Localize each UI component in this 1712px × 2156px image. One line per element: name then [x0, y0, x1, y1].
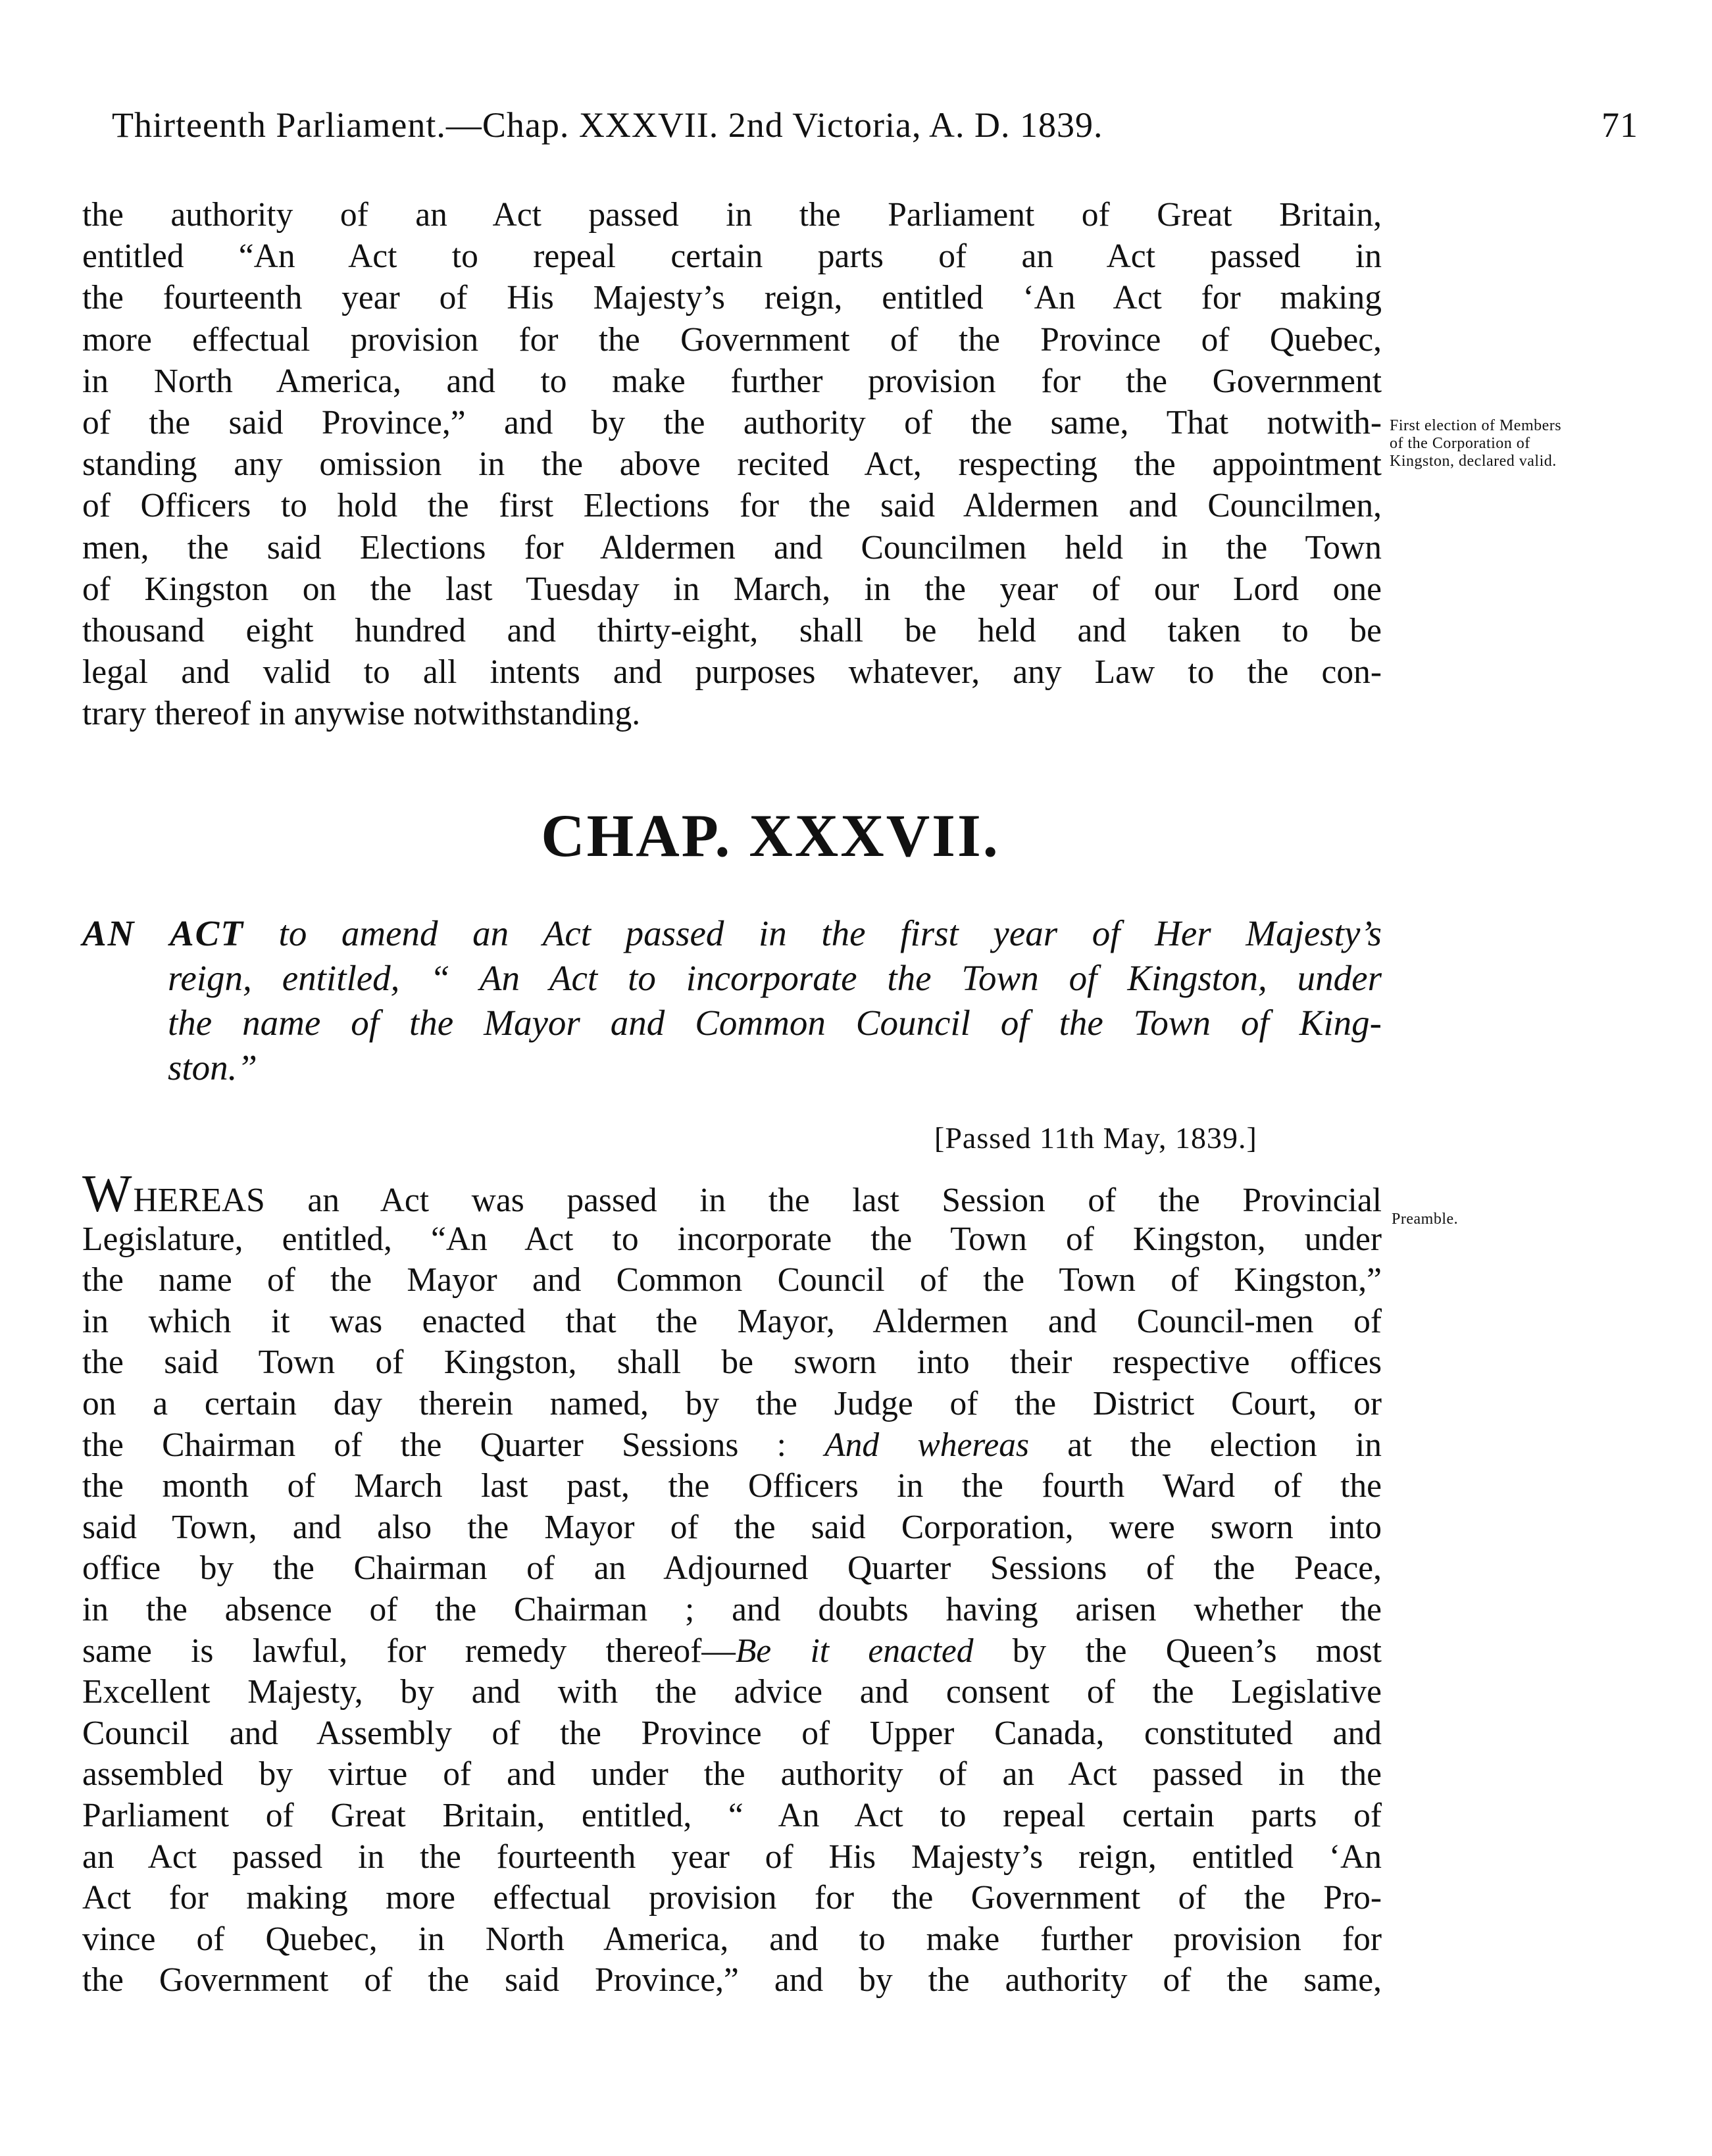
line-text: by the Queen’s most [1012, 1632, 1382, 1670]
text-line: more effectual provision for the Government of the Province of Quebec, [82, 320, 1382, 359]
act-title-line: ston.” [168, 1047, 258, 1088]
text-line: an Act passed in the fourteenth year of His Majesty’s reign, entitled ‘An [82, 1838, 1382, 1876]
text-line [82, 1165, 1382, 1223]
text-line: in the absence of the Chairman ; and doubts having arisen whether the [82, 1590, 1382, 1628]
act-title-lead: AN ACT [82, 913, 244, 953]
page-number: 71 [1601, 105, 1638, 145]
preamble-text [82, 1165, 1382, 2001]
text-line: standing any omission in the above recited Act, respecting the appointment [82, 445, 1382, 484]
text-line: of Officers to hold the first Elections for the said Aldermen and Councilmen, [82, 487, 1382, 525]
act-title-text: to amend an Act passed in the first year of Her Majesty’s [278, 913, 1382, 953]
text-line: legal and valid to all intents and purposes whatever, any Law to the con- [82, 653, 1382, 691]
text-line: the fourteenth year of His Majesty’s reign, entitled ‘An Act for making [82, 279, 1382, 317]
text-line: trary thereof in anywise notwithstanding. [82, 695, 641, 733]
margin-note-line: First election of Members [1390, 417, 1562, 434]
text-line: on a certain day therein named, by the Judge of the District Court, or [82, 1384, 1382, 1422]
first-word-rest: HEREAS [133, 1182, 265, 1219]
line-text: at the election in [1067, 1426, 1382, 1464]
chapter-heading-text: CHAP. XXXVII. [541, 802, 1000, 869]
text-line: Excellent Majesty, by and with the advice and consent of the Legislative [82, 1673, 1382, 1711]
running-title: Thirteenth Parliament.—Chap. XXXVII. 2nd Victoria, A. D. 1839. [112, 105, 1103, 145]
text-line: Council and Assembly of the Province of Upper Canada, constituted and [82, 1714, 1382, 1752]
act-title-line: the name of the Mayor and Common Council of the Town of King- [168, 1003, 1382, 1043]
line-text: an Act was passed in the last Session of the Provincial [307, 1182, 1382, 1219]
text-line: the said Town of Kingston, shall be sworn into their respective offices [82, 1343, 1382, 1382]
text-line [82, 1631, 1382, 1672]
text-line: Legislature, entitled, “An Act to incorporate the Town of Kingston, under [82, 1220, 1382, 1258]
italic-be-it-enacted: Be it enacted [735, 1632, 974, 1670]
act-title-line [82, 911, 1382, 956]
text-line: said Town, and also the Mayor of the said Corporation, were sworn into [82, 1508, 1382, 1546]
text-line: of the said Province,” and by the authority of the same, That notwith- [82, 403, 1382, 441]
text-line: Parliament of Great Britain, entitled, “ An Act to repeal certain parts of [82, 1796, 1382, 1834]
text-line: in North America, and to make further provision for the Government [82, 362, 1382, 400]
line-text: the Chairman of the Quarter Sessions : [82, 1426, 786, 1464]
text-line: the authority of an Act passed in the Parliament of Great Britain, [82, 196, 1382, 234]
continuation-text [82, 194, 1382, 734]
act-title-line: reign, entitled, “ An Act to incorporate the Town of Kingston, under [168, 958, 1382, 998]
chapter-heading [0, 799, 1712, 872]
text-line: in which it was enacted that the Mayor, Aldermen and Council-men of [82, 1302, 1382, 1340]
text-line: of Kingston on the last Tuesday in March, in the year of our Lord one [82, 570, 1382, 608]
italic-and-whereas: And whereas [824, 1426, 1030, 1464]
text-line: the month of March last past, the Officers in the fourth Ward of the [82, 1467, 1382, 1505]
margin-note-line: of the Corporation of [1390, 435, 1530, 452]
margin-note-preamble: Preamble. [1392, 1211, 1459, 1228]
text-line: men, the said Elections for Aldermen and Councilmen held in the Town [82, 528, 1382, 566]
text-line: thousand eight hundred and thirty-eight, shall be held and taken to be [82, 611, 1382, 649]
text-line: entitled “An Act to repeal certain parts of an Act passed in [82, 238, 1382, 276]
margin-note-line: Kingston, declared valid. [1390, 453, 1557, 470]
text-line: vince of Quebec, in North America, and to make further provision for [82, 1920, 1382, 1958]
text-line: assembled by virtue of and under the authority of an Act passed in the [82, 1755, 1382, 1793]
text-line: Act for making more effectual provision for the Government of the Pro- [82, 1879, 1382, 1917]
text-line: office by the Chairman of an Adjourned Quarter Sessions of the Peace, [82, 1549, 1382, 1588]
text-line: the name of the Mayor and Common Council of the Town of Kingston,” [82, 1261, 1382, 1299]
text-line: the Government of the said Province,” and by the authority of the same, [82, 1961, 1382, 1999]
line-text: same is lawful, for remedy thereof— [82, 1632, 736, 1670]
act-title [82, 911, 1382, 1090]
running-header [112, 99, 1638, 151]
text-line [82, 1425, 1382, 1467]
margin-note-first-election [1390, 417, 1646, 470]
drop-initial: W [82, 1165, 134, 1223]
passed-date: [Passed 11th May, 1839.] [934, 1121, 1257, 1155]
